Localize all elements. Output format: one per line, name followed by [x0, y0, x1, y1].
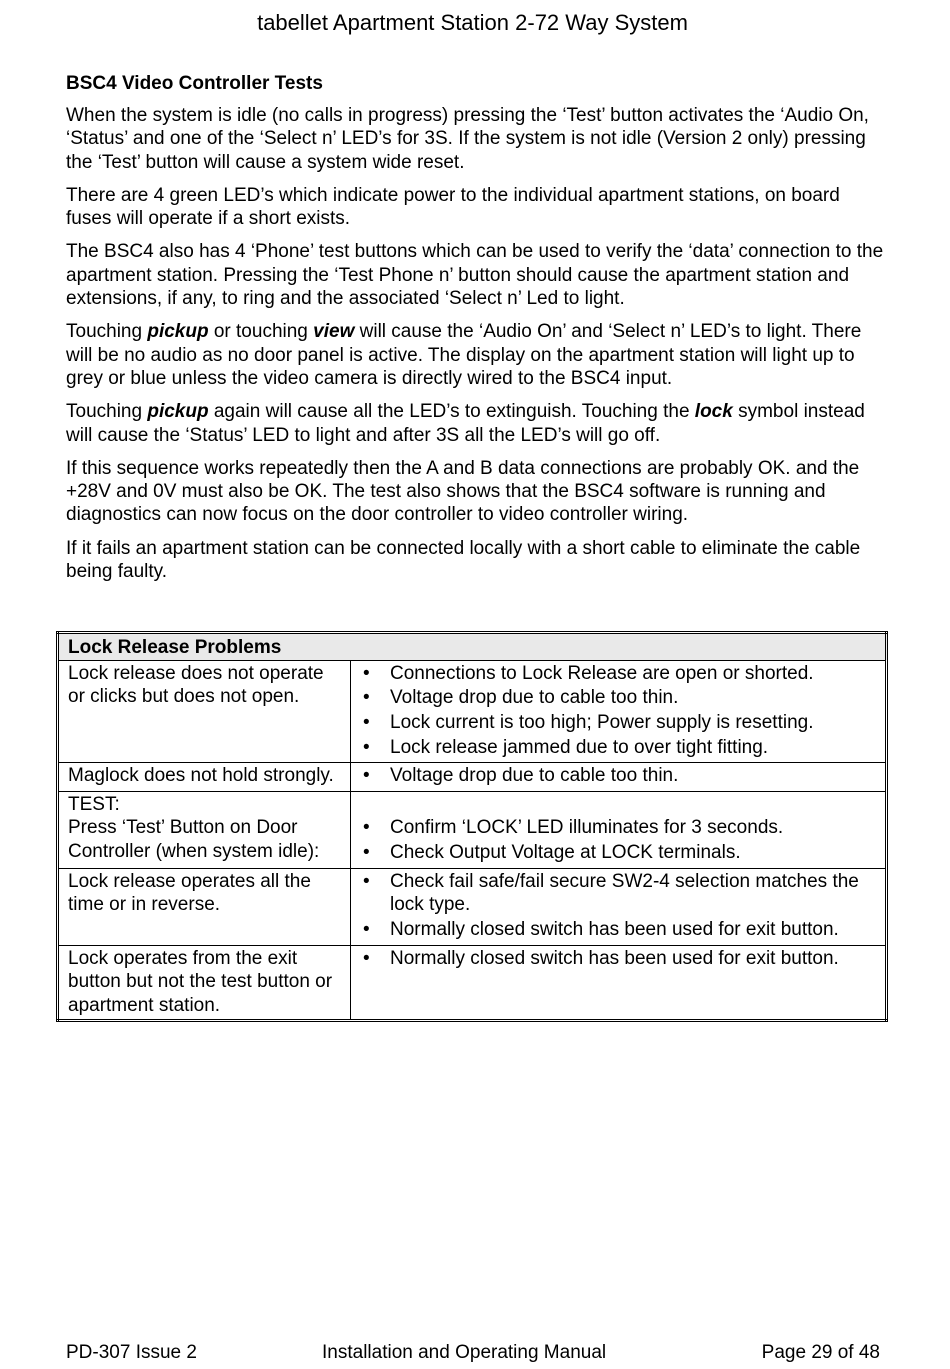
cause-cell — [351, 791, 887, 868]
cause-list — [360, 662, 877, 760]
list-item: • Lock current is too high; Power supply is resetting. — [360, 711, 877, 735]
list-item: • Connections to Lock Release are open or shorted. — [360, 662, 877, 686]
list-item: • Voltage drop due to cable too thin. — [360, 686, 877, 710]
table-row — [58, 660, 887, 763]
cause-cell — [351, 868, 887, 945]
table-row — [58, 763, 887, 792]
text-span: will cause the ‘Audio On’ and ‘Select n’ LED’s to light. There will be no audio as no door panel is active. The display on the apartment station will light up to grey or blue unless the video camera is directly wired to the BSC4 input. — [66, 321, 862, 389]
page-number: Page 29 of 48 — [761, 1342, 880, 1363]
problem-cell: Lock operates from the exit button but not the test button or apartment station. — [58, 945, 351, 1021]
cause-cell — [351, 763, 887, 792]
table-title: Lock Release Problems — [58, 633, 887, 661]
list-item: • Lock release jammed due to over tight fitting. — [360, 736, 877, 760]
paragraph-sequence-ok: If this sequence works repeatedly then the A and B data connections are probably OK. and the +28V and 0V must also be OK. The test also shows that the BSC4 software is running and diagnostics can now focus on the door controller to video controller wiring. — [66, 457, 860, 526]
problem-cell: Lock release does not operate or clicks but does not open. — [58, 660, 351, 763]
emphasis-lock: lock — [694, 401, 733, 423]
spacer — [360, 793, 877, 817]
list-item: • Voltage drop due to cable too thin. — [360, 764, 877, 788]
text-span: again will cause all the LED’s to extinguish. Touching the — [208, 401, 695, 423]
paragraph-phone-test: The BSC4 also has 4 ‘Phone’ test buttons which can be used to verify the ‘data’ connection to the apartment station. Pressing the ‘Test Phone n’ button should cause the apartment station and extensions, if any, to ring and the associated ‘Select n’ Led to light. — [66, 241, 884, 310]
emphasis-view: view — [313, 321, 355, 343]
text-span: or touching — [208, 321, 314, 343]
document-id: PD-307 Issue 2 — [66, 1342, 197, 1363]
text-span: symbol instead will cause the ‘Status’ LED to light and after 3S all the LED’s will go off. — [66, 401, 865, 446]
page-body — [66, 72, 886, 593]
cause-cell — [351, 660, 887, 763]
cause-list — [360, 816, 877, 864]
text-span: Touching — [66, 321, 148, 343]
problem-cell: Maglock does not hold strongly. — [58, 763, 351, 792]
emphasis-pickup: pickup — [147, 401, 209, 423]
page-header: tabellet Apartment Station 2-72 Way System — [257, 10, 688, 35]
list-item: • Check fail safe/fail secure SW2-4 selection matches the lock type. — [360, 870, 877, 917]
table-header-row — [58, 633, 887, 661]
problem-cell: Lock release operates all the time or in reverse. — [58, 868, 351, 945]
list-item: • Normally closed switch has been used for exit button. — [360, 918, 877, 942]
cause-list — [360, 764, 877, 788]
paragraph-pickup-view — [66, 320, 886, 390]
emphasis-pickup: pickup — [147, 321, 209, 343]
manual-title: Installation and Operating Manual — [322, 1342, 607, 1363]
list-item: • Normally closed switch has been used for exit button. — [360, 947, 877, 971]
table-row — [58, 945, 887, 1021]
paragraph-test-button: When the system is idle (no calls in progress) pressing the ‘Test’ button activates the ‘Audio On, ‘Status’ and one of the ‘Select n’ LED’s for 3S. If the system is not idle (Version 2 only) pressing the ‘Test’ button will cause a system wide reset. — [66, 105, 869, 173]
text-span: Touching — [66, 401, 148, 423]
paragraph-power-leds: There are 4 green LED’s which indicate power to the individual apartment stations, on board fuses will operate if a short exists. — [66, 184, 840, 230]
paragraph-pickup-lock — [66, 400, 886, 447]
cause-cell — [351, 945, 887, 1021]
list-item: • Confirm ‘LOCK’ LED illuminates for 3 seconds. — [360, 816, 877, 840]
list-item: • Check Output Voltage at LOCK terminals. — [360, 841, 877, 865]
problem-cell: TEST: Press ‘Test’ Button on Door Controller (when system idle): — [58, 791, 351, 868]
cause-list — [360, 947, 877, 971]
table-row — [58, 868, 887, 945]
paragraph-fails: If it fails an apartment station can be connected locally with a short cable to eliminate the cable being faulty. — [66, 537, 861, 583]
section-heading: BSC4 Video Controller Tests — [66, 73, 323, 94]
lock-release-table — [56, 631, 888, 1022]
cause-list — [360, 870, 877, 942]
table-row — [58, 791, 887, 868]
